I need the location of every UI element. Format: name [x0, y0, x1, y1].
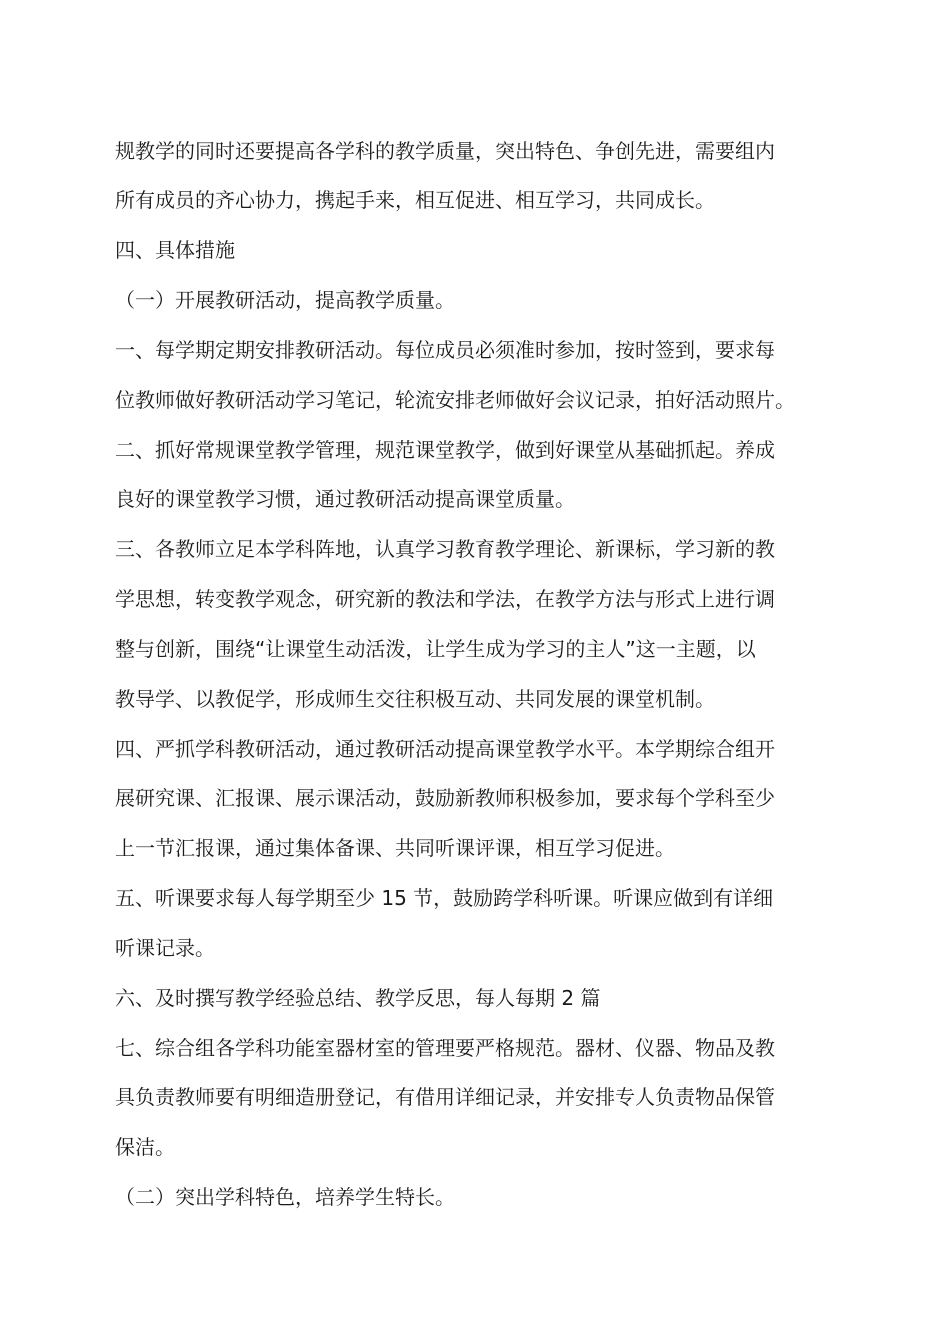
paragraph-line: 教导学、以教促学，形成师生交往积极互动、共同发展的课堂机制。	[115, 687, 715, 711]
paragraph-line: 保洁。	[115, 1135, 175, 1159]
list-item-6: 六、及时撰写教学经验总结、教学反思，每人每期 2 篇	[115, 986, 601, 1010]
list-item-7: 七、综合组各学科功能室器材室的管理要严格规范。器材、仪器、物品及教	[115, 1036, 775, 1060]
paragraph-line: 所有成员的齐心协力，携起手来，相互促进、相互学习，共同成长。	[115, 188, 715, 212]
paragraph-line: 学思想，转变教学观念，研究新的教法和学法，在教学方法与形式上进行调	[115, 587, 775, 611]
paragraph-line: 听课记录。	[115, 936, 215, 960]
list-item-3: 三、各教师立足本学科阵地，认真学习教育教学理论、新课标，学习新的教	[115, 537, 775, 561]
list-item-5: 五、听课要求每人每学期至少 15 节，鼓励跨学科听课。听课应做到有详细	[115, 886, 774, 910]
subsection-heading: （一）开展教研活动，提高教学质量。	[115, 288, 455, 312]
list-item-1: 一、每学期定期安排教研活动。每位成员必须准时参加，按时签到，要求每	[115, 338, 775, 362]
paragraph-line: 位教师做好教研活动学习笔记，轮流安排老师做好会议记录，拍好活动照片。	[115, 388, 795, 412]
paragraph-line: 上一节汇报课，通过集体备课、共同听课评课，相互学习促进。	[115, 836, 675, 860]
section-heading: 四、具体措施	[115, 238, 235, 262]
list-item-2: 二、抓好常规课堂教学管理，规范课堂教学，做到好课堂从基础抓起。养成	[115, 438, 775, 462]
paragraph-line: 具负责教师要有明细造册登记，有借用详细记录，并安排专人负责物品保管	[115, 1085, 775, 1109]
paragraph-line: 整与创新，围绕“让课堂生动活泼，让学生成为学习的主人”这一主题，以	[115, 637, 756, 661]
list-item-4: 四、严抓学科教研活动，通过教研活动提高课堂教学水平。本学期综合组开	[115, 737, 775, 761]
subsection-heading: （二）突出学科特色，培养学生特长。	[115, 1185, 455, 1209]
paragraph-line: 规教学的同时还要提高各学科的教学质量，突出特色、争创先进，需要组内	[115, 139, 775, 163]
paragraph-line: 良好的课堂教学习惯，通过教研活动提高课堂质量。	[115, 487, 575, 511]
paragraph-line: 展研究课、汇报课、展示课活动，鼓励新教师积极参加，要求每个学科至少	[115, 786, 775, 810]
